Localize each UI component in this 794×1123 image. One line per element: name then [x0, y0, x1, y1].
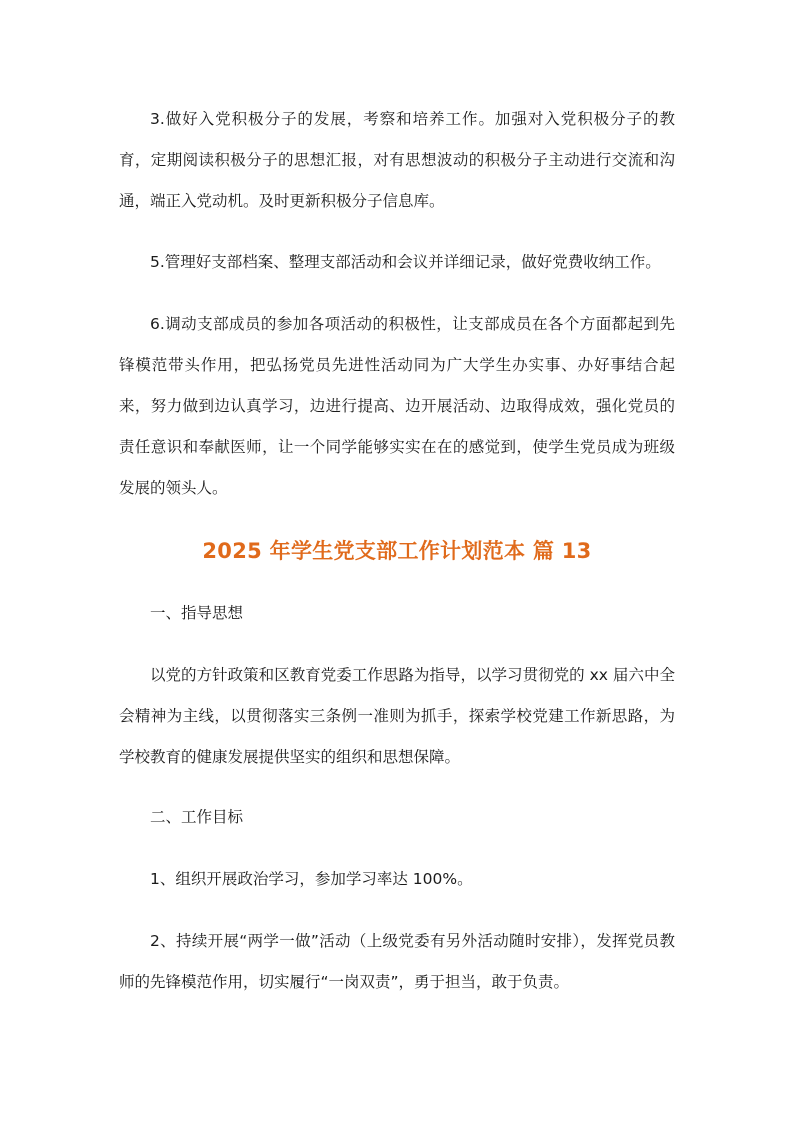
section-title: 2025 年学生党支部工作计划范本 篇 13: [202, 539, 592, 563]
heading-work-goals: 二、工作目标: [150, 808, 244, 826]
goal-item-1: 1、组织开展政治学习，参加学习率达 100%。: [150, 870, 473, 888]
heading-guiding-ideology: 一、指导思想: [150, 604, 244, 622]
paragraph-item-3: 3.做好入党积极分子的发展，考察和培养工作。加强对入党积极分子的教育，定期阅读积极分子的思想汇报，对有思想波动的积极分子主动进行交流和沟通，端正入党动机。及时更新积极分子信息库。: [119, 110, 675, 210]
paragraph-item-5: 5.管理好支部档案、整理支部活动和会议并详细记录，做好党费收纳工作。: [150, 253, 661, 271]
paragraph-guiding-ideology: 以党的方针政策和区教育党委工作思路为指导，以学习贯彻党的 xx 届六中全会精神为主线，以贯彻落实三条例一准则为抓手，探索学校党建工作新思路，为学校教育的健康发展提供坚实的组织和思想保障。: [119, 666, 675, 766]
goal-item-2: 2、持续开展“两学一做”活动（上级党委有另外活动随时安排），发挥党员教师的先锋模范作用，切实履行“一岗双责”，勇于担当，敢于负责。: [119, 932, 675, 991]
paragraph-item-6: 6.调动支部成员的参加各项活动的积极性，让支部成员在各个方面都起到先锋模范带头作用，把弘扬党员先进性活动同为广大学生办实事、办好事结合起来，努力做到边认真学习，边进行提高、边开展活动、边取得成效，强化党员的责任意识和奉献医师，让一个同学能够实实在在的感觉到，使学生党员成为班级发展的领头人。: [119, 315, 675, 497]
